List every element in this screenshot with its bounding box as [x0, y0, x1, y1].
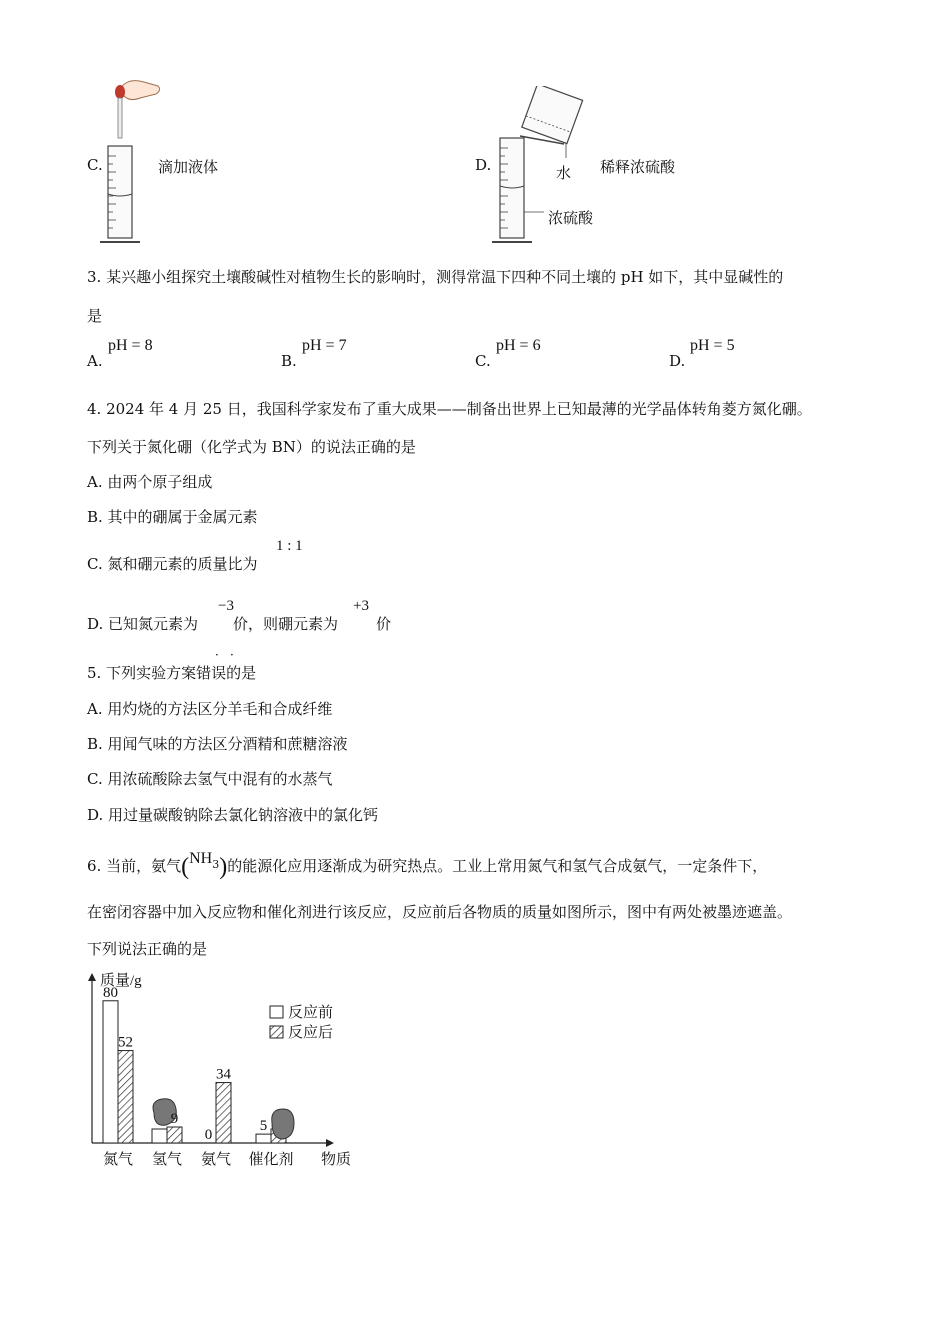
- q5-option-b[interactable]: B. 用闻气味的方法区分酒精和蔗糖溶液: [87, 735, 348, 753]
- bar-after-1: [167, 1127, 182, 1143]
- q4-option-d-boron-valence: +3: [353, 598, 369, 614]
- q2-option-d-caption: 稀释浓硫酸: [600, 158, 676, 176]
- dropper-bulb-icon: [115, 85, 125, 99]
- q3-stem-line1: 3. 某兴趣小组探究土壤酸碱性对植物生长的影响时，测得常温下四种不同土壤的 pH 如下，其中显碱性的: [87, 268, 784, 286]
- q2-option-d-letter: D.: [475, 156, 492, 174]
- q5-stem: 5. 下列实验方案错误的是: [87, 664, 257, 682]
- q4-option-d-mid: 价，则硼元素为: [233, 615, 339, 633]
- q3-option-a-expr[interactable]: pH = 8: [108, 337, 153, 354]
- y-axis-arrow-icon: [88, 973, 96, 981]
- bar-after-2: [216, 1083, 231, 1143]
- bar-before-1: [152, 1129, 167, 1143]
- q4-option-c-text: C. 氮和硼元素的质量比为: [87, 555, 258, 573]
- q3-option-d-letter[interactable]: D.: [669, 352, 686, 370]
- bar-before-3: [256, 1134, 271, 1143]
- q3-option-a-letter[interactable]: A.: [87, 352, 103, 370]
- value-label-after-1: 9: [170, 1111, 179, 1127]
- beaker-icon: [522, 86, 583, 144]
- ink-blot-icon: [272, 1109, 294, 1139]
- q3-option-b-expr[interactable]: pH = 7: [302, 337, 347, 354]
- x-axis-arrow-icon: [326, 1139, 334, 1147]
- q4-stem-line1: 4. 2024 年 4 月 25 日，我国科学家发布了重大成果——制备出世界上已知最薄的光学晶体转角菱方氮化硼。: [87, 400, 812, 418]
- q3-option-d-expr[interactable]: pH = 5: [690, 337, 735, 354]
- y-axis-label: 质量/g: [100, 973, 142, 989]
- dropper-tube-icon: [118, 98, 122, 138]
- q3-stem-line2: 是: [87, 307, 103, 325]
- value-label-before-3: 5: [259, 1118, 268, 1135]
- q5-option-d[interactable]: D. 用过量碳酸钠除去氯化钠溶液中的氯化钙: [87, 806, 379, 824]
- q4-option-d[interactable]: [87, 613, 198, 634]
- chart-legend: [270, 1004, 333, 1041]
- bar-after-0: [118, 1051, 133, 1143]
- q4-option-d-post: 价: [376, 615, 392, 633]
- q4-stem-line2: 下列关于氮化硼（化学式为 BN）的说法正确的是: [87, 438, 416, 456]
- category-label-0: 氮气: [102, 1152, 134, 1168]
- graduated-cylinder-icon: [108, 146, 132, 238]
- q3-option-b-letter[interactable]: B.: [281, 352, 297, 370]
- q6-formula-sub: 3: [212, 858, 220, 871]
- legend-label-before: 反应前: [288, 1005, 334, 1021]
- q4-option-b[interactable]: B. 其中的硼属于金属元素: [87, 508, 258, 526]
- q6-stem-line1: 6. 当前，氨气$(NH^3)$的能源化应用逐渐成为研究热点。工业上常用氮气和氢气合成氨气，一定条件下，: [87, 850, 768, 880]
- category-label-1: 氢气: [151, 1152, 183, 1168]
- q3-option-c-letter[interactable]: C.: [475, 352, 491, 370]
- label-water: 水: [556, 164, 572, 182]
- value-label-before-0: 80: [103, 984, 118, 1001]
- q4-option-d-pre: D. 已知氮元素为: [87, 615, 199, 633]
- legend-label-after: 反应后: [288, 1025, 334, 1041]
- q5-option-c[interactable]: C. 用浓硫酸除去氢气中混有的水蒸气: [87, 770, 333, 788]
- label-concentrated-acid: 浓硫酸: [548, 209, 594, 227]
- q3-option-c-expr[interactable]: pH = 6: [496, 337, 541, 354]
- value-label-before-2: 0: [204, 1127, 213, 1143]
- q6-stem-pre: 6. 当前，氨气: [87, 857, 182, 875]
- q2-option-c-caption: 滴加液体: [158, 158, 219, 176]
- q2-option-c-letter: C.: [87, 156, 103, 174]
- q5-option-a[interactable]: A. 用灼烧的方法区分羊毛和合成纤维: [87, 700, 333, 718]
- emphasis-dot: ·: [230, 648, 234, 662]
- legend-swatch-before: [270, 1006, 283, 1018]
- bar-before-0: [103, 1001, 118, 1143]
- q4-option-d-nitrogen-valence: −3: [218, 598, 234, 614]
- q4-option-c[interactable]: [87, 553, 257, 574]
- q6-stem-line3: 下列说法正确的是: [87, 940, 208, 958]
- q6-stem-post: 的能源化应用逐渐成为研究热点。工业上常用氮气和氢气合成氨气，一定条件下，: [227, 857, 768, 875]
- q4-option-a[interactable]: A. 由两个原子组成: [87, 473, 213, 491]
- value-label-after-2: 34: [216, 1066, 231, 1083]
- mass-bar-chart: [80, 965, 380, 1175]
- q6-formula: NH: [189, 850, 213, 867]
- q4-option-c-ratio: 1 : 1: [276, 538, 303, 554]
- hand-icon: [122, 81, 160, 100]
- legend-swatch-after: [270, 1026, 283, 1038]
- category-label-3: 催化剂: [248, 1152, 294, 1168]
- value-label-after-0: 52: [118, 1034, 133, 1051]
- category-label-2: 氨气: [200, 1152, 232, 1168]
- q6-stem-line2: 在密闭容器中加入反应物和催化剂进行该反应，反应前后各物质的质量如图所示，图中有两处被墨迹遮盖。: [87, 903, 793, 921]
- emphasis-dot: ·: [215, 648, 219, 662]
- x-axis-label: 物质: [321, 1152, 352, 1168]
